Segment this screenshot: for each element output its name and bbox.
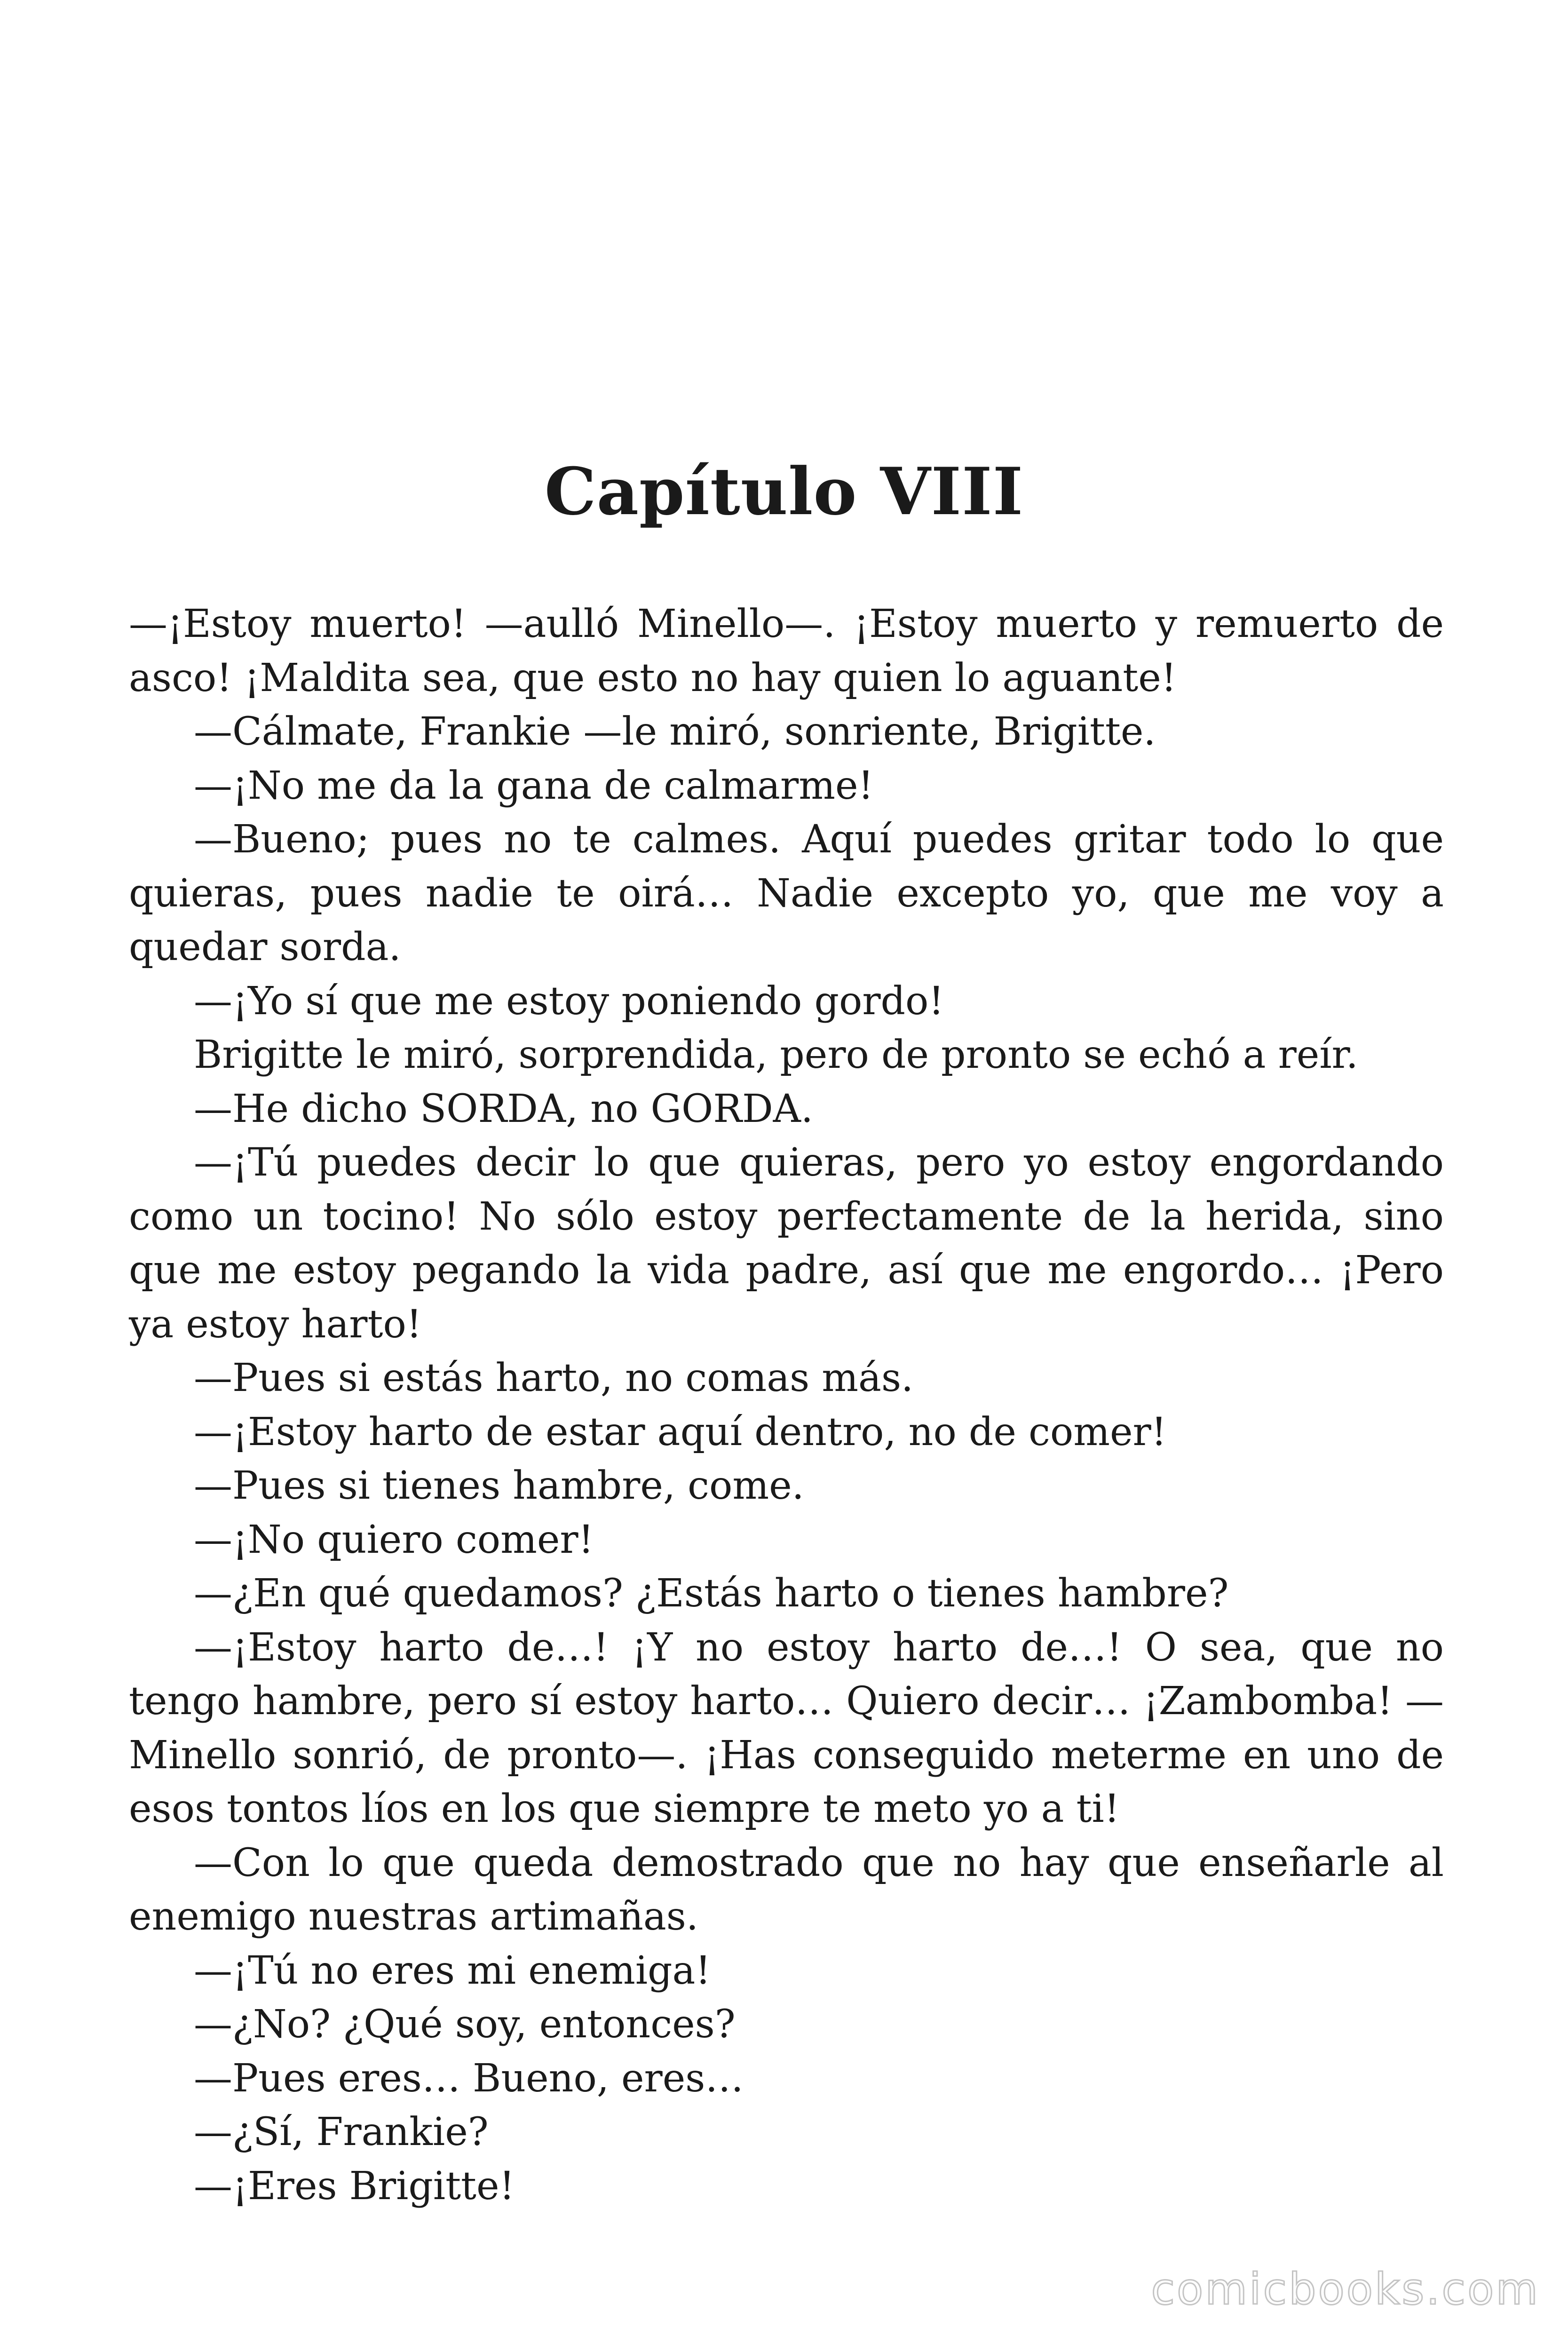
paragraph: —He dicho SORDA, no GORDA. — [194, 1086, 813, 1131]
paragraph: —¡No me da la gana de calmarme! — [194, 763, 874, 808]
paragraph: —Con lo que queda demostrado que no hay que enseñarle al enemigo nuestras artimañas. — [129, 1840, 1444, 1939]
paragraph: —¡Yo sí que me estoy poniendo gordo! — [194, 978, 944, 1024]
paragraph: —¡Tú no eres mi enemiga! — [194, 1948, 711, 1993]
paragraph: —Pues si tienes hambre, come. — [194, 1463, 804, 1508]
paragraph: —Pues eres… Bueno, eres… — [194, 2056, 744, 2101]
watermark: comicbooks.com — [1151, 2264, 1540, 2314]
paragraph: —Cálmate, Frankie —le miró, sonriente, Brigitte. — [194, 709, 1156, 754]
paragraph: —¡Tú puedes decir lo que quieras, pero yo estoy engordando como un tocino! No sólo estoy perfectamente de la herida, sino que me estoy pegando la vida padre, así que me engordo… ¡Pero ya estoy harto! — [129, 1140, 1444, 1347]
paragraph: —¿No? ¿Qué soy, entonces? — [194, 2002, 736, 2047]
paragraph: —Pues si estás harto, no comas más. — [194, 1356, 914, 1400]
chapter-body — [129, 597, 1444, 2213]
paragraph: —¡Estoy harto de estar aquí dentro, no de comer! — [194, 1409, 1167, 1454]
paragraph: —¡Eres Brigitte! — [194, 2163, 515, 2209]
paragraph: —¡No quiero comer! — [194, 1517, 594, 1562]
paragraph: Brigitte le miró, sorprendida, pero de pronto se echó a reír. — [194, 1033, 1358, 1077]
paragraph: —¿En qué quedamos? ¿Estás harto o tienes hambre? — [194, 1571, 1229, 1616]
paragraph: —¡Estoy harto de…! ¡Y no estoy harto de…! O sea, que no tengo hambre, pero sí estoy harto… Quiero decir… ¡Zambomba! —Minello sonrió, de pronto—. ¡Has conseguido meterme en uno de esos tontos líos en los que siempre te meto yo a ti! — [129, 1625, 1444, 1831]
chapter-title: Capítulo VIII — [544, 453, 1024, 530]
paragraph: —¿Sí, Frankie? — [194, 2110, 489, 2154]
paragraph: —Bueno; pues no te calmes. Aquí puedes gritar todo lo que quieras, pues nadie te oirá… Nadie excepto yo, que me voy a quedar sorda. — [129, 817, 1444, 969]
paragraph: —¡Estoy muerto! —aulló Minello—. ¡Estoy muerto y remuerto de asco! ¡Maldita sea, que esto no hay quien lo aguante! — [129, 602, 1444, 700]
